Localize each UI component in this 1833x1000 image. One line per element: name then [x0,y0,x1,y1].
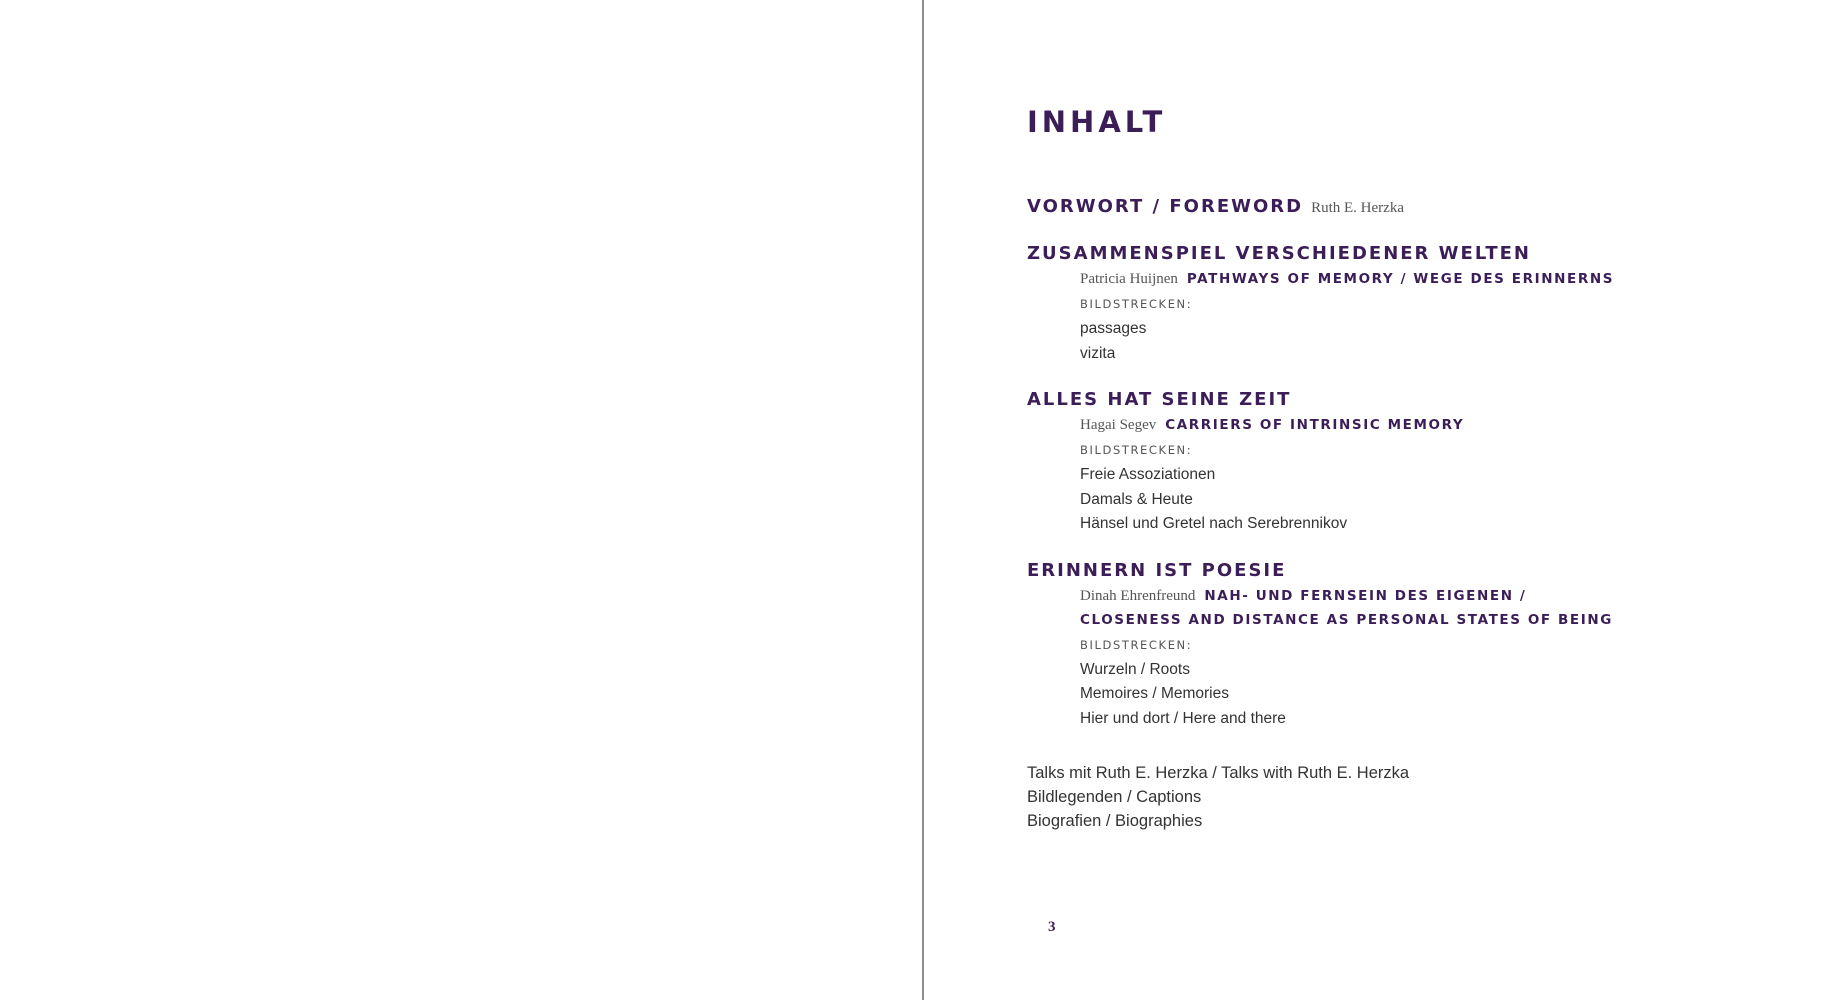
essay-title: PATHWAYS OF MEMORY / WEGE DES ERINNERNS [1186,271,1615,287]
toc-title: INHALT [1027,105,1167,139]
toc-section-foreword [1027,195,1727,220]
toc-section [1027,559,1727,732]
bildstrecke-item: Wurzeln / Roots [1080,660,1190,678]
extra-item: Biografien / Biographies [1027,812,1203,830]
bildstrecke-item: Memoires / Memories [1080,685,1229,702]
bildstrecke-item: Damals & Heute [1080,490,1193,508]
bildstrecke-item: passages [1080,320,1147,337]
essay-title: NAH- UND FERNSEIN DES EIGENEN / [1204,587,1527,604]
extra-item: Bildlegenden / Captions [1027,788,1202,806]
bildstrecken-label: BILDSTRECKEN: [1080,443,1193,457]
essay-block [1080,413,1727,537]
foreword-author: Ruth E. Herzka [1311,200,1404,216]
section-heading: ERINNERN IST POESIE [1027,559,1287,581]
essay-block [1080,584,1727,732]
bildstrecke-item: Hier und dort / Here and there [1080,709,1286,727]
essay-block [1080,267,1727,366]
bildstrecke-item: Freie Assoziationen [1080,466,1216,483]
essay-author: Dinah Ehrenfreund [1080,587,1196,604]
essay-author: Patricia Huijnen [1080,271,1178,287]
foreword-heading: VORWORT / FOREWORD [1027,196,1304,217]
essay-line [1080,584,1727,608]
essay-author: Hagai Segev [1080,417,1157,433]
bildstrecken-label: BILDSTRECKEN: [1080,297,1193,311]
section-heading: ZUSAMMENSPIEL VERSCHIEDENER WELTEN [1027,243,1531,264]
section-heading: ALLES HAT SEINE ZEIT [1027,389,1292,410]
bildstrecken-label: BILDSTRECKEN: [1080,637,1193,652]
bildstrecke-item: vizita [1080,344,1116,362]
extra-item: Talks mit Ruth E. Herzka / Talks with Ruth E. Herzka [1027,764,1410,782]
toc-section [1027,242,1727,366]
essay-title: CARRIERS OF INTRINSIC MEMORY [1165,417,1465,433]
right-page [924,0,1833,1000]
essay-line [1080,413,1727,437]
essay-line [1080,267,1727,291]
bildstrecke-item: Hänsel und Gretel nach Serebrennikov [1080,515,1348,532]
table-of-contents [1027,105,1727,833]
toc-extras [1027,761,1727,833]
page-number: 3 [1048,919,1056,935]
foreword-heading-line [1027,195,1727,220]
essay-title-continuation: CLOSENESS AND DISTANCE AS PERSONAL STATES OF BEING [1080,611,1613,628]
toc-section [1027,388,1727,537]
